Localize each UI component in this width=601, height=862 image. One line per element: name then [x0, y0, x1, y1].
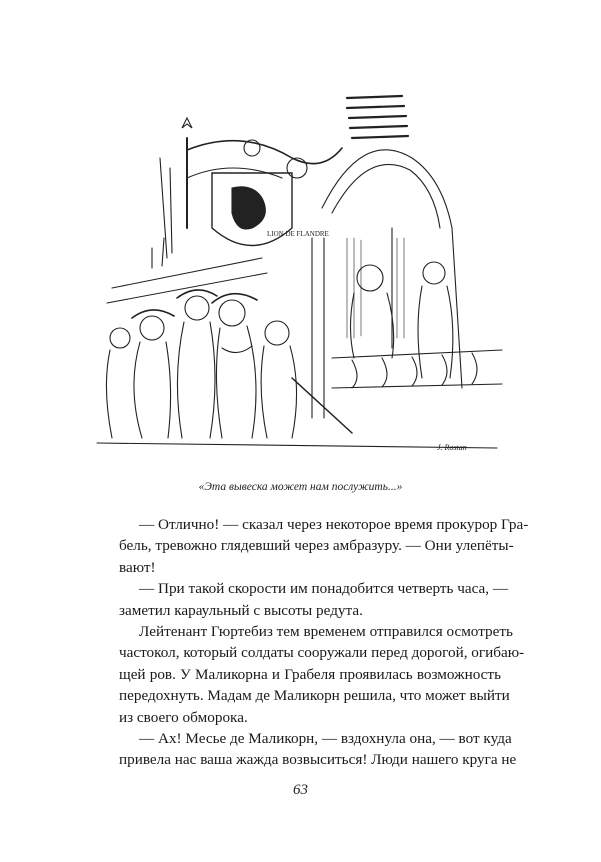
- text-line: — Отлично! — сказал через некоторое время прокурор Гра-: [139, 516, 529, 533]
- paragraph: [99, 514, 529, 578]
- text-line: бель, тревожно глядевший через амбразуру. — Они улепёты-: [119, 537, 514, 555]
- artist-signature: J. Rostan: [437, 443, 467, 452]
- illustration-caption: «Эта вывеска может нам послужить...»: [198, 481, 403, 493]
- text-line: — При такой скорости им понадобится четверть часа, —: [139, 580, 509, 598]
- text-line: заметил караульный с высоты редута.: [119, 601, 363, 619]
- body-text: [99, 514, 529, 771]
- text-line: — Ах! Месье де Маликорн, — вздохнула она, — вот куда: [139, 730, 512, 748]
- text-line: щей ров. У Маликорна и Грабеля проявилась возможность: [119, 665, 501, 683]
- text-line: передохнуть. Мадам де Маликорн решила, что может выйти: [119, 687, 510, 705]
- paragraph: [99, 578, 509, 621]
- text-line: Лейтенант Гюртебиз тем временем отправился осмотреть: [139, 623, 513, 641]
- page-number: 63: [293, 782, 308, 798]
- sign-text: LION DE FLANDRE: [267, 230, 329, 238]
- text-line: из своего обморока.: [119, 708, 248, 726]
- paragraph: [99, 728, 517, 771]
- engraving-illustration: [92, 88, 504, 466]
- text-line: частокол, который солдаты сооружали перед дорогой, огибаю-: [119, 644, 525, 662]
- paragraph: [99, 621, 525, 728]
- text-line: вают!: [119, 558, 156, 576]
- text-line: привела нас ваша жажда возвыситься! Люди нашего круга не: [119, 751, 517, 769]
